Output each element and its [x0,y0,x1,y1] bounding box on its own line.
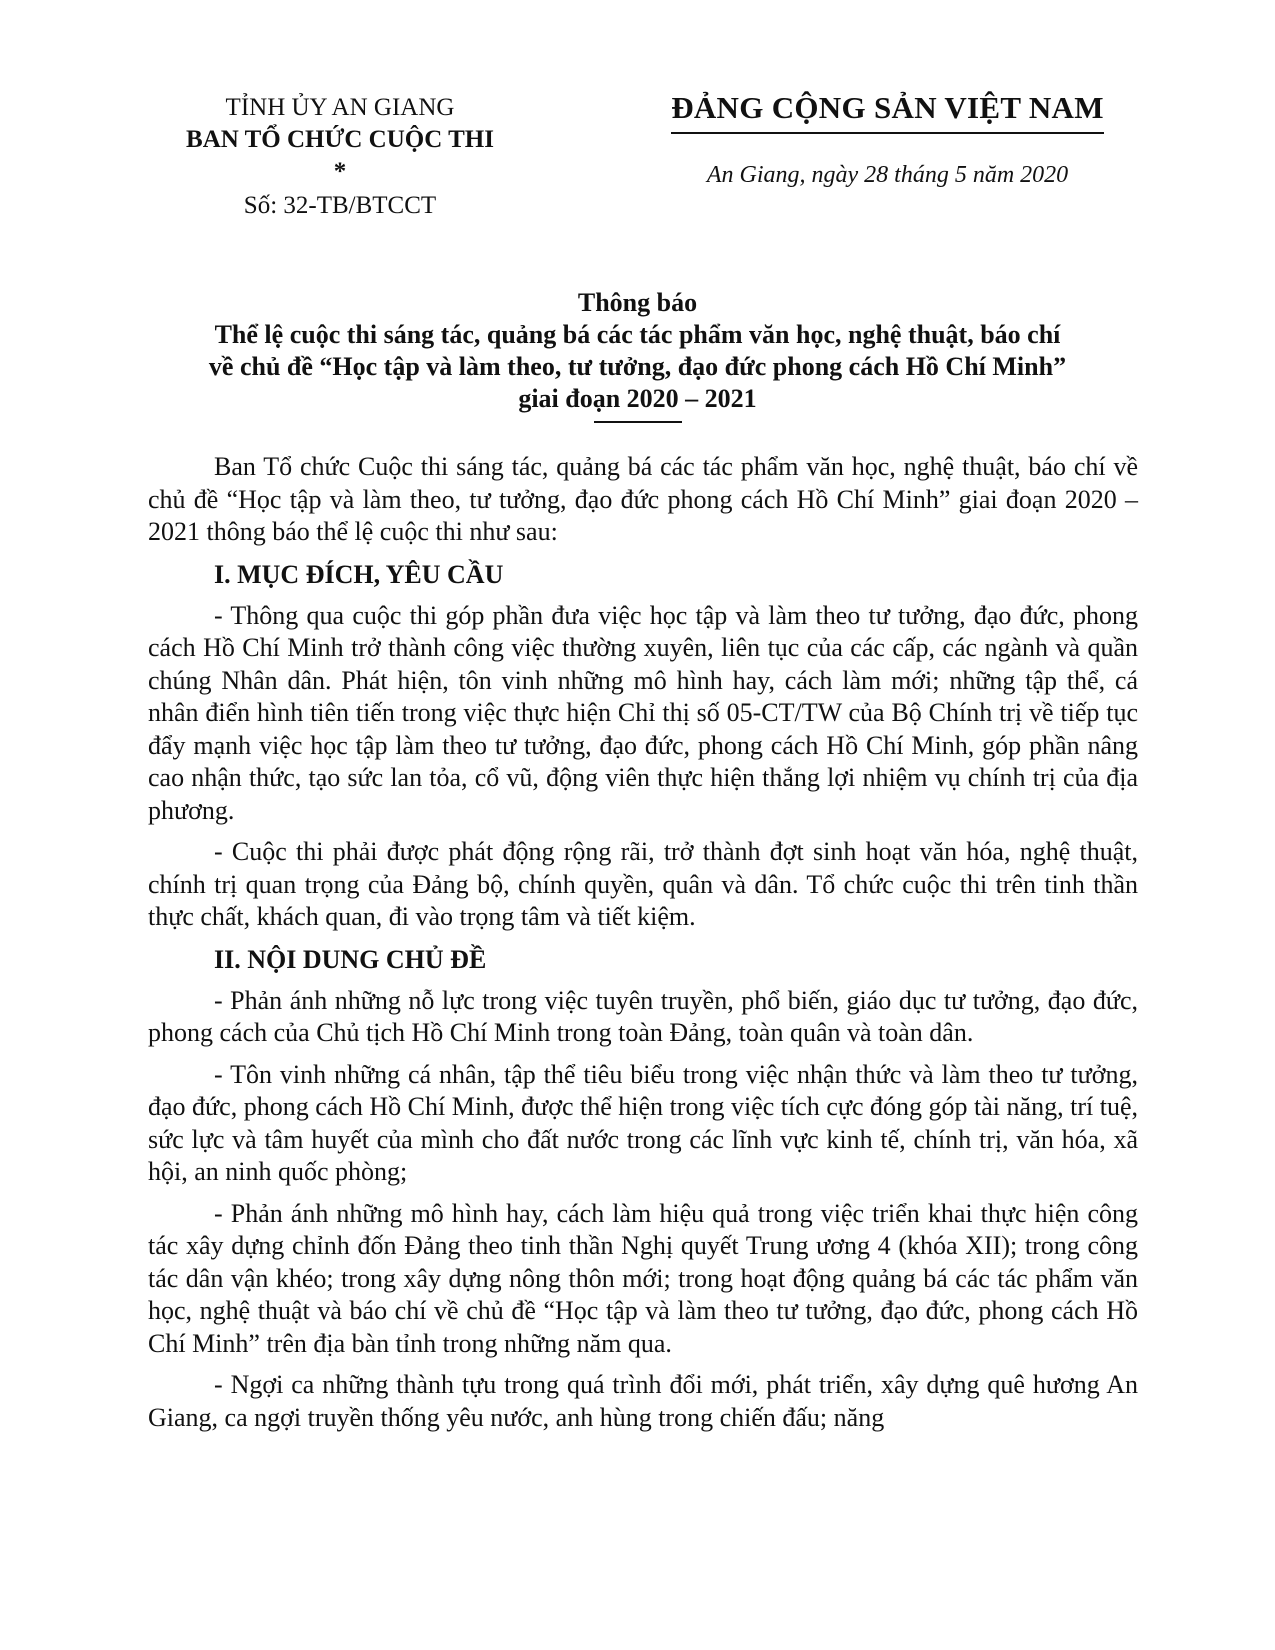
document-number: Số: 32-TB/BTCCT [243,192,437,219]
intro-paragraph: Ban Tổ chức Cuộc thi sáng tác, quảng bá các tác phẩm văn học, nghệ thuật, báo chí về chủ đề “Học tập và làm theo, tư tưởng, đạo đức phong cách Hồ Chí Minh” giai đoạn 2020 – 2021 thông báo thể lệ cuộc thi như sau: [148,452,1138,546]
section-1-paragraph: - Thông qua cuộc thi góp phần đưa việc học tập và làm theo tư tưởng, đạo đức, phong cách Hồ Chí Minh trở thành công việc thường xuyên, liên tục của các cấp, các ngành và quần chúng Nhân dân. Phát hiện, tôn vinh những mô hình hay, cách làm mới; những tập thể, cá nhân điển hình tiên tiến trong việc thực hiện Chỉ thị số 05-CT/TW của Bộ Chính trị về tiếp tục đẩy mạnh việc học tập làm theo tư tưởng, đạo đức, phong cách Hồ Chí Minh, góp phần nâng cao nhận thức, tạo sức lan tỏa, cổ vũ, động viên thực hiện thắng lợi nhiệm vụ chính trị của địa phương. [148,600,1138,825]
title-underline [594,421,682,423]
party-name: ĐẢNG CỘNG SẢN VIỆT NAM [671,88,1104,134]
document-title [120,287,1155,423]
org-province: TỈNH ỦY AN GIANG [225,94,455,121]
section-heading-2: II. NỘI DUNG CHỦ ĐỀ [214,944,487,974]
section-2-paragraph: - Phản ánh những nỗ lực trong việc tuyên truyền, phổ biến, giáo dục tư tưởng, đạo đức, phong cách của Chủ tịch Hồ Chí Minh trong toàn Đảng, toàn quân và toàn dân. [148,985,1138,1047]
section-2-paragraph: - Tôn vinh những cá nhân, tập thể tiêu biểu trong việc nhận thức và làm theo tư tưởng, đạo đức, phong cách Hồ Chí Minh, được thể hiện trong việc tích cực đóng góp tài năng, trí tuệ, sức lực và tâm huyết của mình cho đất nước trong các lĩnh vực kinh tế, chính trị, văn hóa, xã hội, an ninh quốc phòng; [148,1059,1138,1186]
issuing-organization [150,92,530,222]
title-line-2: về chủ đề “Học tập và làm theo, tư tưởng, đạo đức phong cách Hồ Chí Minh” [208,352,1067,381]
star-separator: * [333,158,347,185]
org-committee: BAN TỔ CHỨC CUỘC THI [186,126,494,153]
title-line-1: Thể lệ cuộc thi sáng tác, quảng bá các tác phẩm văn học, nghệ thuật, báo chí [214,320,1061,349]
section-heading-1: I. MỤC ĐÍCH, YÊU CẦU [214,559,504,589]
place-date: An Giang, ngày 28 tháng 5 năm 2020 [706,162,1069,188]
party-header [660,88,1115,190]
document-body [148,451,1138,1443]
document-type: Thông báo [577,288,698,317]
section-1-paragraph: - Cuộc thi phải được phát động rộng rãi, trở thành đợt sinh hoạt văn hóa, nghệ thuật, chính trị quan trọng của Đảng bộ, chính quyền, quân và dân. Tổ chức cuộc thi trên tinh thần thực chất, khách quan, đi vào trọng tâm và tiết kiệm. [148,837,1138,931]
section-2-paragraph: - Phản ánh những mô hình hay, cách làm hiệu quả trong việc triển khai thực hiện công tác xây dựng chỉnh đốn Đảng theo tinh thần Nghị quyết Trung ương 4 (khóa XII); trong công tác dân vận khéo; trong xây dựng nông thôn mới; trong hoạt động quảng bá các tác phẩm văn học, nghệ thuật và báo chí về chủ đề “Học tập và làm theo tư tưởng, đạo đức, phong cách Hồ Chí Minh” trên địa bàn tỉnh trong những năm qua. [148,1198,1138,1358]
title-line-3: giai đoạn 2020 – 2021 [518,384,757,413]
section-2-paragraph: - Ngợi ca những thành tựu trong quá trình đổi mới, phát triển, xây dựng quê hương An Giang, ca ngợi truyền thống yêu nước, anh hùng trong chiến đấu; năng [148,1370,1138,1432]
